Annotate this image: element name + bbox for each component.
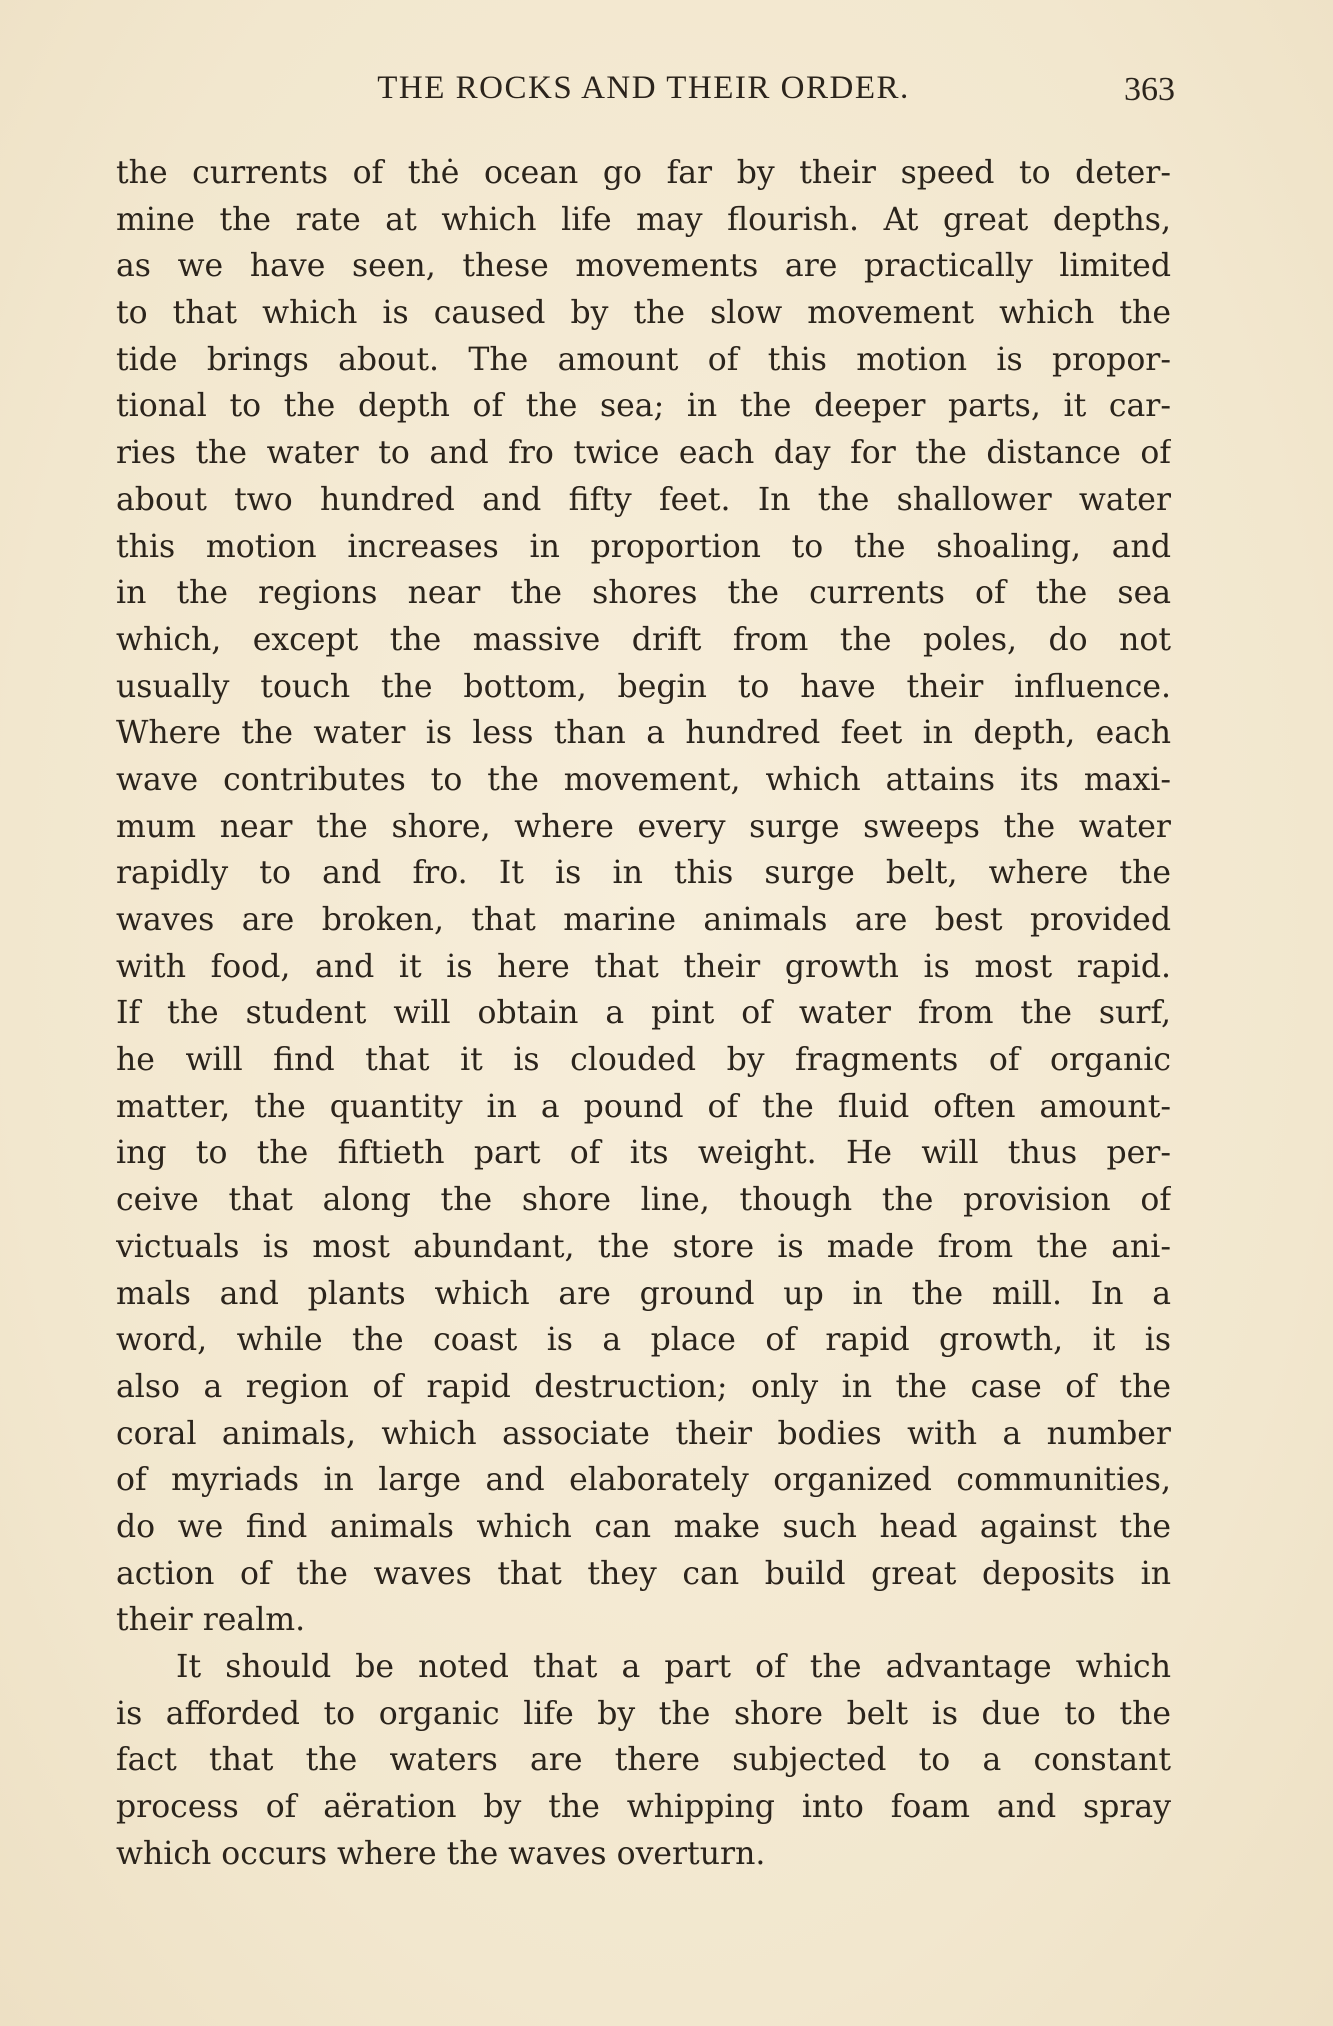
text-line: in the regions near the shores the currents of the sea — [116, 575, 1171, 612]
body-text — [116, 150, 1171, 1877]
paragraph-2 — [116, 1644, 1171, 1877]
text-line: If the student will obtain a pint of water from the surf, — [116, 995, 1171, 1032]
text-line: ceive that along the shore line, though the provision of — [116, 1182, 1171, 1219]
text-line: which, except the massive drift from the poles, do not — [116, 621, 1171, 658]
text-line: word, while the coast is a place of rapid growth, it is — [116, 1322, 1171, 1359]
text-line: he will find that it is clouded by fragments of organic — [116, 1042, 1171, 1079]
text-line: to that which is caused by the slow movement which the — [116, 295, 1171, 332]
text-line: ries the water to and fro twice each day for the distance of — [116, 435, 1171, 472]
text-line: coral animals, which associate their bodies with a number — [116, 1415, 1171, 1452]
text-line: tional to the depth of the sea; in the deeper parts, it car- — [116, 388, 1171, 425]
text-line: ing to the fiftieth part of its weight. He will thus per- — [116, 1135, 1171, 1172]
text-line: mine the rate at which life may flourish. At great depths, — [116, 201, 1171, 238]
text-line: action of the waves that they can build great deposits in — [116, 1555, 1171, 1592]
running-title: THE ROCKS AND THEIR ORDER. — [377, 70, 910, 106]
text-line: which occurs where the waves overturn. — [116, 1835, 766, 1872]
running-head — [116, 62, 1175, 112]
text-line: also a region of rapid destruction; only in the case of the — [116, 1368, 1171, 1405]
text-line: Where the water is less than a hundred feet in depth, each — [116, 715, 1171, 752]
text-line: mals and plants which are ground up in the mill. In a — [116, 1275, 1171, 1312]
text-line: fact that the waters are there subjected to a constant — [116, 1742, 1171, 1779]
text-line: It should be noted that a part of the advantage which — [176, 1649, 1171, 1685]
text-line: usually touch the bottom, begin to have their influence. — [116, 668, 1171, 705]
text-line: about two hundred and fifty feet. In the shallower water — [116, 481, 1171, 518]
text-line: tide brings about. The amount of this motion is propor- — [116, 341, 1171, 378]
text-line: victuals is most abundant, the store is made from the ani- — [116, 1228, 1171, 1265]
page-number: 363 — [1124, 71, 1175, 108]
text-line: wave contributes to the movement, which attains its maxi- — [116, 761, 1171, 798]
text-line: mum near the shore, where every surge sweeps the water — [116, 808, 1171, 845]
paragraph-1 — [116, 150, 1171, 1644]
text-line: is afforded to organic life by the shore belt is due to the — [116, 1695, 1171, 1732]
text-line: waves are broken, that marine animals are best provided — [116, 902, 1171, 938]
text-line: do we find animals which can make such head against the — [116, 1508, 1171, 1545]
text-line: rapidly to and fro. It is in this surge belt, where the — [116, 855, 1171, 892]
text-line: with food, and it is here that their growth is most rapid. — [116, 948, 1171, 985]
text-line: their realm. — [116, 1602, 306, 1639]
text-line: as we have seen, these movements are practically limited — [116, 248, 1171, 285]
text-line: matter, the quantity in a pound of the fluid often amount- — [116, 1088, 1171, 1125]
text-line: this motion increases in proportion to the shoaling, and — [116, 528, 1171, 565]
text-line: the currents of thė ocean go far by their speed to deter- — [116, 155, 1171, 191]
text-line: process of aëration by the whipping into foam and spray — [116, 1789, 1171, 1826]
text-line: of myriads in large and elaborately organized communities, — [116, 1462, 1171, 1499]
